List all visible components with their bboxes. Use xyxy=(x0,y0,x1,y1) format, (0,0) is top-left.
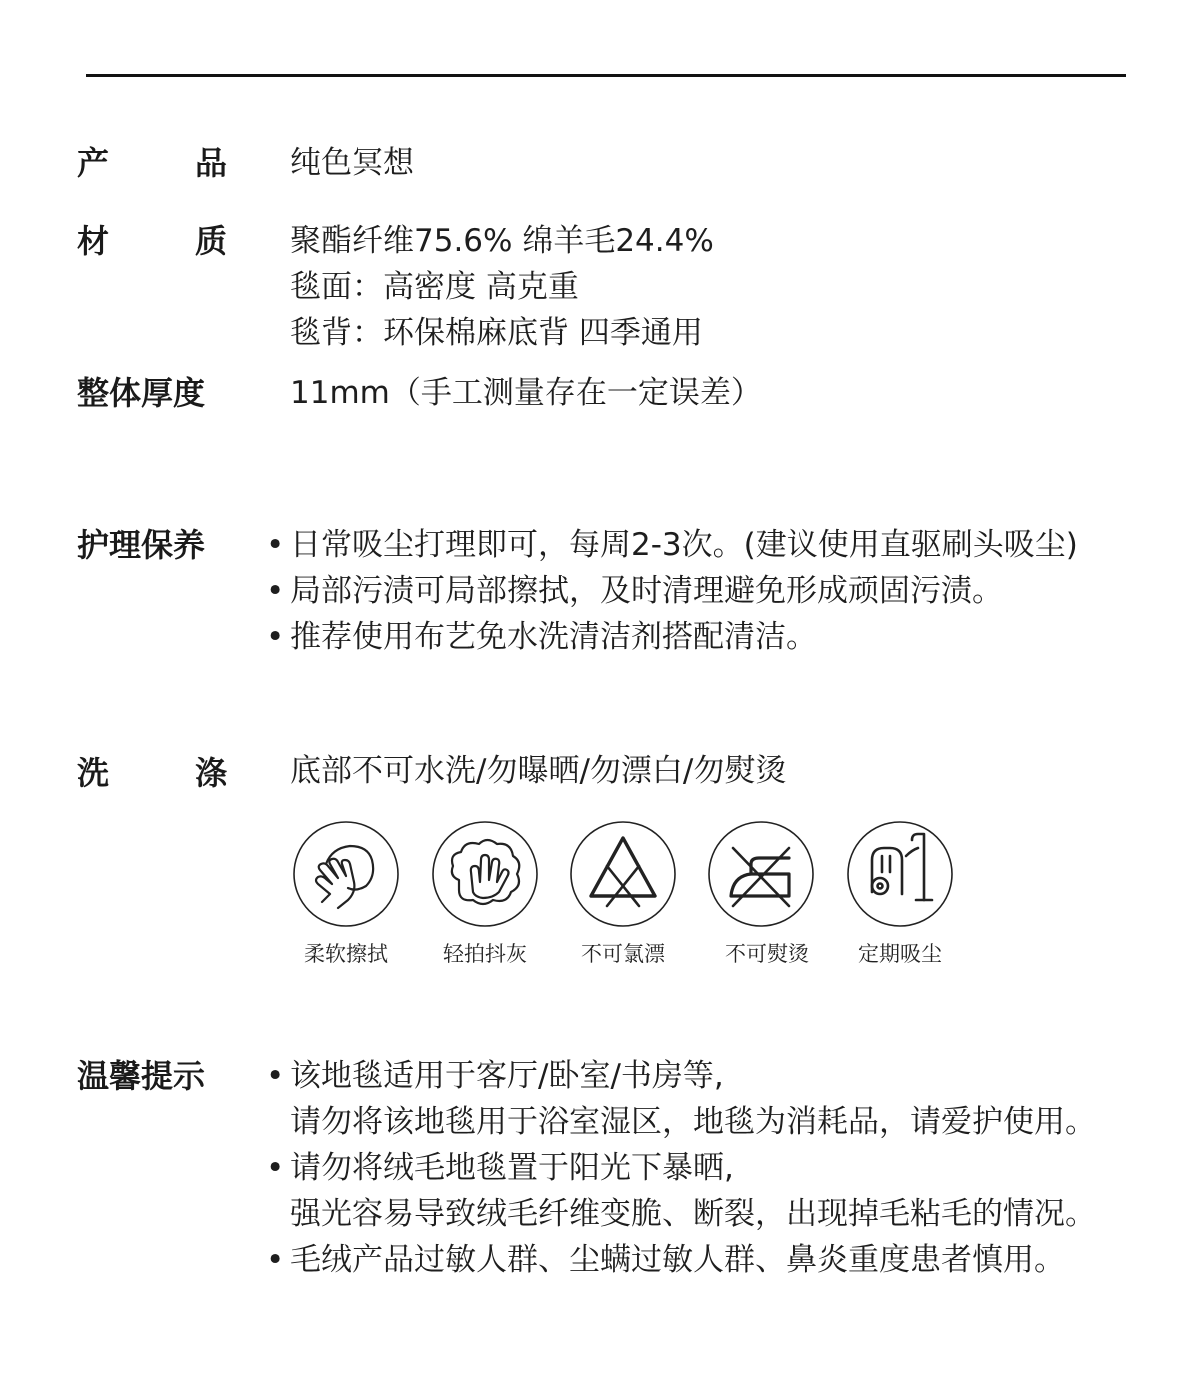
care-label: 护理保养 xyxy=(77,526,206,564)
material-line: 毯面：高密度 高克重 xyxy=(290,269,579,305)
vacuum-icon xyxy=(846,820,954,928)
list-item: • 推荐使用布艺免水洗清洁剂搭配清洁。 xyxy=(266,614,1078,660)
care-list xyxy=(266,522,1078,660)
icon-caption: 柔软擦拭 xyxy=(304,942,388,966)
material-line: 聚酯纤维75.6% 绵羊毛24.4% xyxy=(290,223,714,259)
wash-label: 洗 涤 xyxy=(77,754,227,792)
thickness-label: 整体厚度 xyxy=(77,374,206,412)
tips-list xyxy=(266,1053,1096,1283)
icon-caption: 轻拍抖灰 xyxy=(443,942,527,966)
material-line: 毯背：环保棉麻底背 四季通用 xyxy=(290,315,703,351)
tips-label: 温馨提示 xyxy=(77,1057,206,1095)
list-item: • 该地毯适用于客厅/卧室/书房等, 请勿将该地毯用于浴室湿区，地毯为消耗品，请爱护使用。 xyxy=(266,1053,1096,1145)
list-item: • 毛绒产品过敏人群、尘螨过敏人群、鼻炎重度患者慎用。 xyxy=(266,1237,1096,1283)
icon-caption: 定期吸尘 xyxy=(858,942,942,966)
top-divider xyxy=(86,74,1126,77)
list-item: • 局部污渍可局部擦拭，及时清理避免形成顽固污渍。 xyxy=(266,568,1078,614)
product-value: 纯色冥想 xyxy=(290,145,414,181)
wipe-hand-icon xyxy=(292,820,400,928)
icon-caption: 不可熨烫 xyxy=(725,942,809,966)
material-label: 材 质 xyxy=(77,222,227,260)
thickness-value: 11mm（手工测量存在一定误差） xyxy=(290,375,762,411)
icon-caption: 不可氯漂 xyxy=(581,942,665,966)
no-iron-icon xyxy=(707,820,815,928)
no-bleach-icon xyxy=(569,820,677,928)
product-label: 产 品 xyxy=(77,144,227,182)
list-item: • 日常吸尘打理即可，每周2-3次。(建议使用直驱刷头吸尘) xyxy=(266,522,1078,568)
wash-value: 底部不可水洗/勿曝晒/勿漂白/勿熨烫 xyxy=(290,753,787,789)
list-item: • 请勿将绒毛地毯置于阳光下暴晒, 强光容易导致绒毛纤维变脆、断裂，出现掉毛粘毛的情况。 xyxy=(266,1145,1096,1237)
pat-hand-icon xyxy=(431,820,539,928)
